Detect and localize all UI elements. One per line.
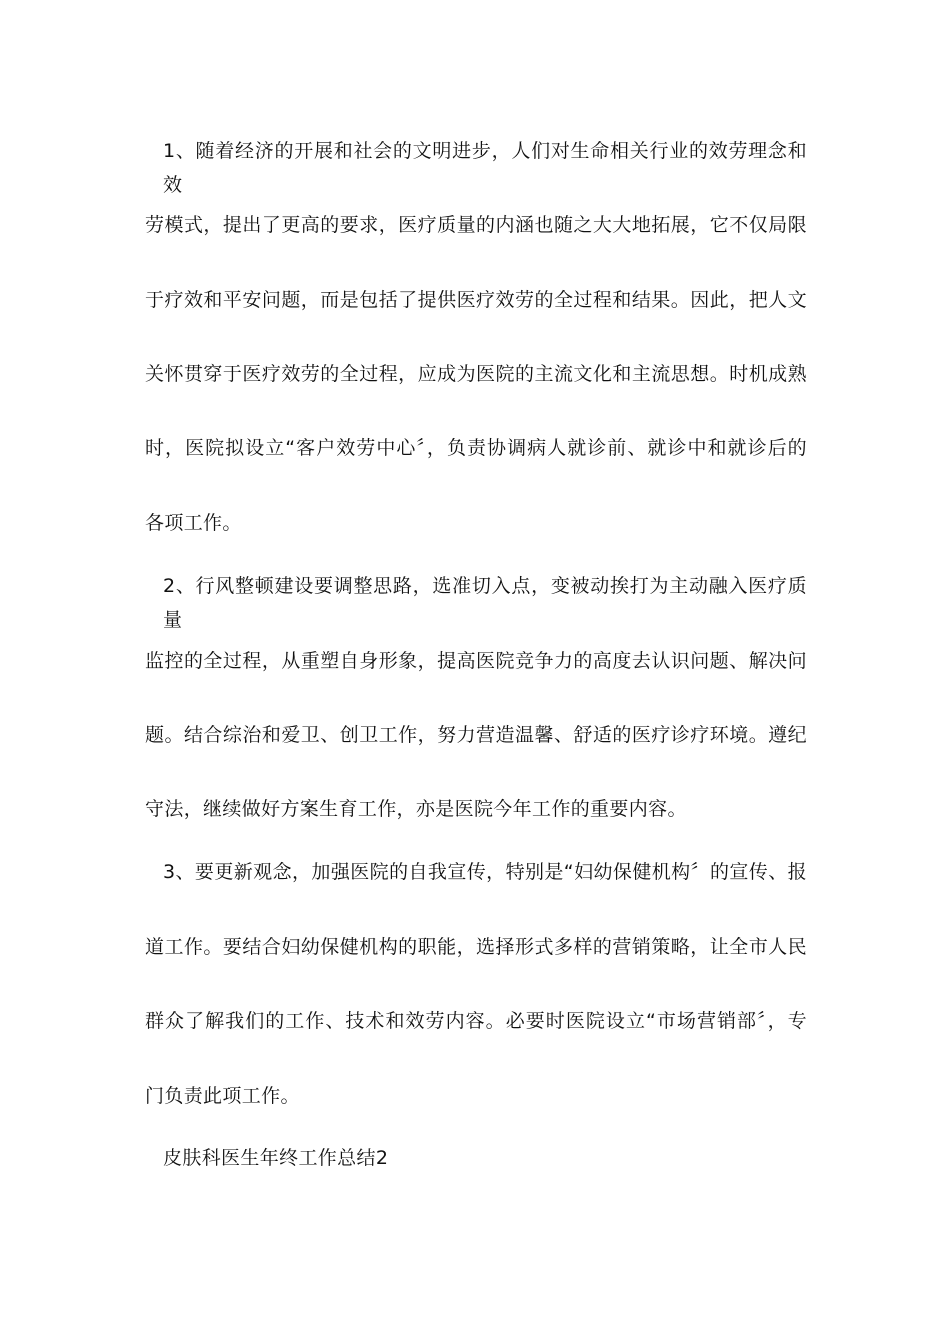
paragraph-3-line-1: 3、要更新观念，加强医院的自我宣传，特别是“妇幼保健机构〞的宣传、报 xyxy=(163,861,807,883)
paragraph-3-line-3: 群众了解我们的工作、技术和效劳内容。必要时医院设立“市场营销部〞，专 xyxy=(145,1010,807,1032)
paragraph-1-line-1: 1、随着经济的开展和社会的文明进步，人们对生命相关行业的效劳理念和效 xyxy=(163,140,807,196)
paragraph-2-line-1: 2、行风整顿建设要调整思路，选准切入点，变被动挨打为主动融入医疗质量 xyxy=(163,575,807,631)
paragraph-2-line-4: 守法，继续做好方案生育工作，亦是医院今年工作的重要内容。 xyxy=(145,798,687,820)
paragraph-3-line-4: 门负责此项工作。 xyxy=(145,1085,300,1107)
paragraph-1-line-2: 劳模式，提出了更高的要求，医疗质量的内涵也随之大大地拓展，它不仅局限 xyxy=(145,214,807,236)
paragraph-1-line-3: 于疗效和平安问题，而是包括了提供医疗效劳的全过程和结果。因此，把人文 xyxy=(145,289,807,311)
paragraph-1-line-6: 各项工作。 xyxy=(145,512,242,534)
paragraph-2-line-2: 监控的全过程，从重塑自身形象，提高医院竞争力的高度去认识问题、解决问 xyxy=(145,650,807,672)
paragraph-3-line-2: 道工作。要结合妇幼保健机构的职能，选择形式多样的营销策略，让全市人民 xyxy=(145,936,807,958)
section-heading: 皮肤科医生年终工作总结2 xyxy=(163,1147,389,1169)
paragraph-1-line-4: 关怀贯穿于医疗效劳的全过程，应成为医院的主流文化和主流思想。时机成熟 xyxy=(145,363,807,385)
paragraph-2-line-3: 题。结合综治和爱卫、创卫工作，努力营造温馨、舒适的医疗诊疗环境。遵纪 xyxy=(145,724,807,746)
paragraph-1-line-5: 时，医院拟设立“客户效劳中心〞，负责协调病人就诊前、就诊中和就诊后的 xyxy=(145,437,807,459)
